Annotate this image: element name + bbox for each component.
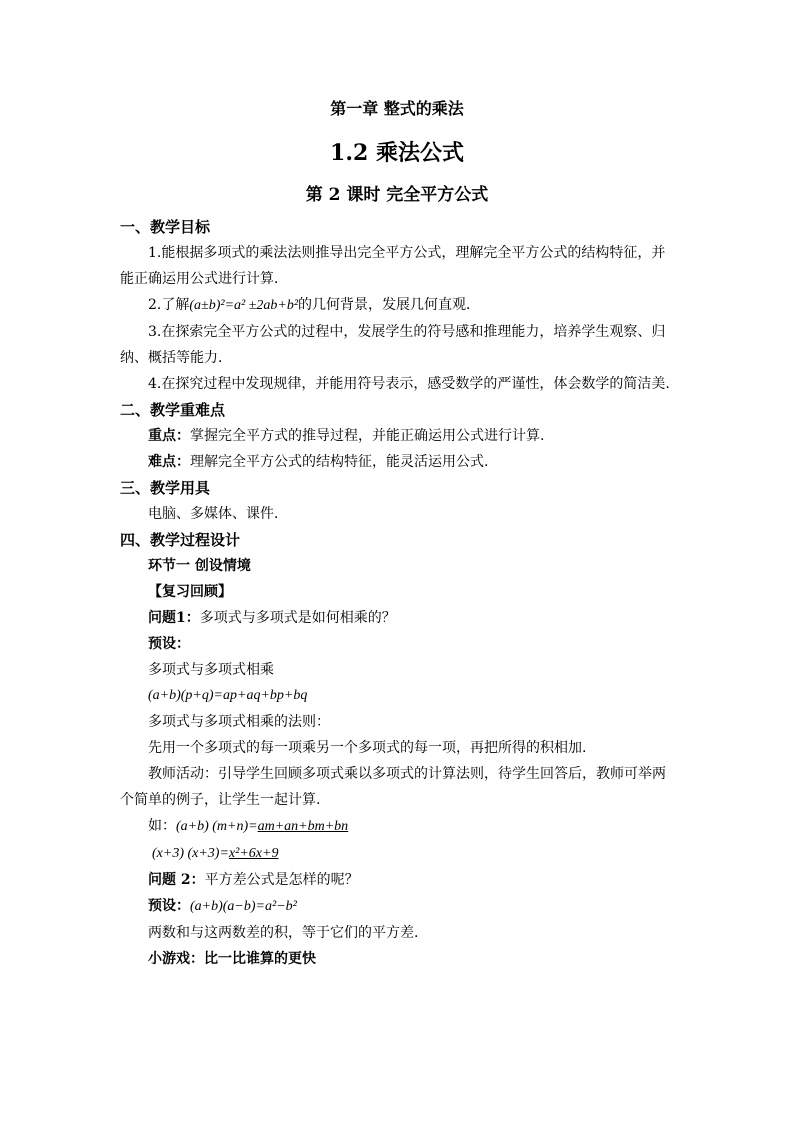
- question-2: [120, 867, 676, 893]
- preset-2: [120, 893, 676, 920]
- question-2-answer: 两数和与这两数差的积，等于它们的平方差.: [148, 925, 419, 941]
- objective-1: 1.能根据多项式的乘法法则推导出完全平方公式，理解完全平方公式的结构特征，并能正确运用公式进行计算．: [120, 245, 666, 287]
- key-point-text: 掌握完全平方式的推导过程，并能正确运用公式进行计算.: [190, 428, 545, 444]
- document-body: [120, 214, 676, 972]
- preset-2-label: 预设：: [148, 898, 190, 914]
- lesson-title: 第 2 课时 完全平方公式: [305, 185, 489, 205]
- heading-key-points: 二、教学重难点: [120, 401, 226, 419]
- question-2-text: 平方差公式是怎样的呢？: [204, 872, 359, 888]
- key-point: [120, 423, 676, 449]
- section-title: 1.2 乘法公式: [330, 140, 464, 166]
- chapter-title: 第一章 整式的乘法: [330, 99, 464, 118]
- difficult-point-text: 理解完全平方公式的结构特征，能灵活运用公式.: [190, 454, 489, 470]
- difficult-point: [120, 449, 676, 475]
- question-2-label: 问题 2：: [148, 872, 205, 888]
- example-2-lhs: (x+3) (x+3)=: [152, 846, 229, 861]
- objective-4: 4.在探究过程中发现规律，并能用符号表示，感受数学的严谨性，体会数学的简洁美.: [148, 376, 670, 392]
- objective-3: 3.在探索完全平方公式的过程中，发展学生的符号感和推理能力，培养学生观察、归纳、概括等能力．: [120, 324, 666, 366]
- review-label: 【复习回顾】: [148, 584, 232, 600]
- heading-tools: 三、教学用具: [120, 479, 211, 497]
- example-2: [120, 840, 676, 867]
- heading-objectives: 一、教学目标: [120, 218, 211, 236]
- mini-game-text: 比一比谁算的更快: [204, 951, 316, 967]
- multiply-formula: (a+b)(p+q)=ap+aq+bp+bq: [148, 688, 308, 703]
- example-1-lhs: (a+b) (m+n)=: [176, 819, 258, 834]
- question-1-text: 多项式与多项式是如何相乘的？: [199, 610, 396, 626]
- example-2-rhs: x²+6x+9: [228, 846, 279, 861]
- teacher-activity: 教师活动：引导学生回顾多项式乘以多项式的计算法则，待学生回答后，教师可举两个简单的例子，让学生一起计算.: [120, 766, 666, 808]
- multiply-line: 多项式与多项式相乘: [148, 662, 274, 678]
- difficult-point-label: 难点：: [148, 454, 190, 470]
- example-1: [120, 813, 676, 840]
- mini-game: [120, 946, 676, 972]
- key-point-label: 重点：: [148, 428, 190, 444]
- mini-game-label: 小游戏：: [148, 951, 204, 967]
- example-1-label: 如：: [148, 818, 176, 834]
- question-1: [120, 605, 676, 631]
- preset-1-label: 预设：: [148, 636, 190, 652]
- rule-text: 先用一个多项式的每一项乘另一个多项式的每一项，再把所得的积相加.: [148, 740, 587, 756]
- link-1-title: 环节一 创设情境: [148, 558, 251, 574]
- heading-process: 四、教学过程设计: [120, 531, 241, 549]
- example-1-rhs: am+an+bm+bn: [257, 819, 349, 834]
- objective-2-formula: (a±b)²=a² ±2ab+b²: [189, 298, 299, 313]
- objective-2-suffix: 的几何背景，发展几何直观．: [298, 297, 481, 313]
- tools-text: 电脑、多媒体、课件．: [148, 506, 288, 522]
- objective-2: [120, 292, 676, 319]
- question-1-label: 问题1：: [148, 610, 200, 626]
- objective-2-prefix: 2.了解: [148, 297, 190, 313]
- preset-2-formula: (a+b)(a−b)=a²−b²: [190, 899, 297, 914]
- rule-title: 多项式与多项式相乘的法则：: [148, 714, 330, 730]
